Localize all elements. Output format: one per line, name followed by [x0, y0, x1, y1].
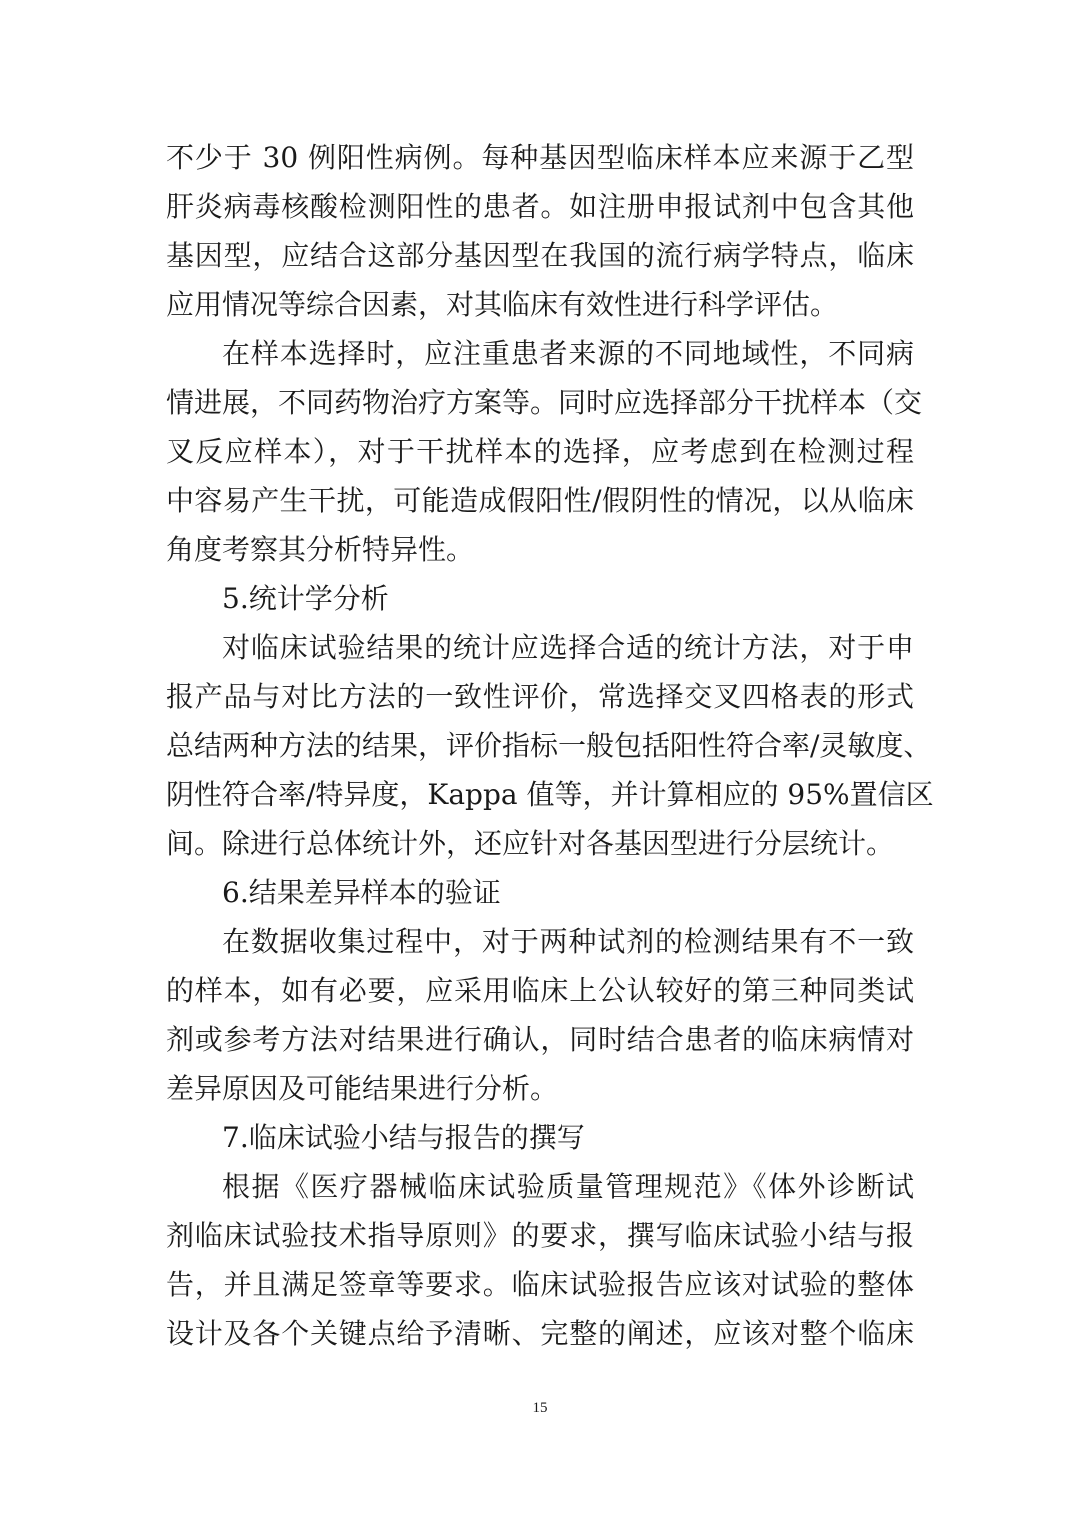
- body-text-line: 剂或参考方法对结果进行确认，同时结合患者的临床病情对: [166, 1023, 914, 1056]
- section-heading-5: 5.统计学分析: [222, 582, 389, 615]
- paragraph-first-line: 对临床试验结果的统计应选择合适的统计方法，对于申: [222, 631, 914, 664]
- body-text-line: 剂临床试验技术指导原则》的要求，撰写临床试验小结与报: [166, 1219, 914, 1252]
- body-text-line: 总结两种方法的结果，评价指标一般包括阳性符合率/灵敏度、: [166, 729, 932, 762]
- paragraph-first-line: 在数据收集过程中，对于两种试剂的检测结果有不一致: [222, 925, 914, 958]
- body-text-line: 差异原因及可能结果进行分析。: [166, 1072, 559, 1105]
- body-text-line: 基因型，应结合这部分基因型在我国的流行病学特点，临床: [166, 239, 914, 272]
- page-number: 15: [532, 1400, 548, 1416]
- body-text-line: 中容易产生干扰，可能造成假阳性/假阴性的情况，以从临床: [166, 484, 914, 517]
- body-text-line: 阴性符合率/特异度，Kappa 值等，并计算相应的 95%置信区: [166, 778, 934, 811]
- body-text-line: 的样本，如有必要，应采用临床上公认较好的第三种同类试: [166, 974, 914, 1007]
- paragraph-first-line: 在样本选择时，应注重患者来源的不同地域性，不同病: [222, 337, 914, 370]
- body-text-line: 应用情况等综合因素，对其临床有效性进行科学评估。: [166, 288, 839, 321]
- body-text-line: 报产品与对比方法的一致性评价，常选择交叉四格表的形式: [166, 680, 914, 713]
- body-text-line: 角度考察其分析特异性。: [166, 533, 475, 566]
- body-text-line: 叉反应样本），对于干扰样本的选择，应考虑到在检测过程: [166, 435, 914, 468]
- body-text-line: 不少于 30 例阳性病例。每种基因型临床样本应来源于乙型: [166, 141, 914, 174]
- body-text-line: 肝炎病毒核酸检测阳性的患者。如注册申报试剂中包含其他: [166, 190, 914, 223]
- body-text-line: 告，并且满足签章等要求。临床试验报告应该对试验的整体: [166, 1268, 914, 1301]
- body-text-line: 情进展，不同药物治疗方案等。同时应选择部分干扰样本（交: [166, 386, 923, 419]
- body-text-line: 间。除进行总体统计外，还应针对各基因型进行分层统计。: [166, 827, 895, 860]
- body-text-line: 设计及各个关键点给予清晰、完整的阐述，应该对整个临床: [166, 1317, 914, 1350]
- paragraph-first-line: 根据《医疗器械临床试验质量管理规范》《体外诊断试: [222, 1170, 914, 1203]
- section-heading-7: 7.临床试验小结与报告的撰写: [222, 1121, 585, 1154]
- section-heading-6: 6.结果差异样本的验证: [222, 876, 501, 909]
